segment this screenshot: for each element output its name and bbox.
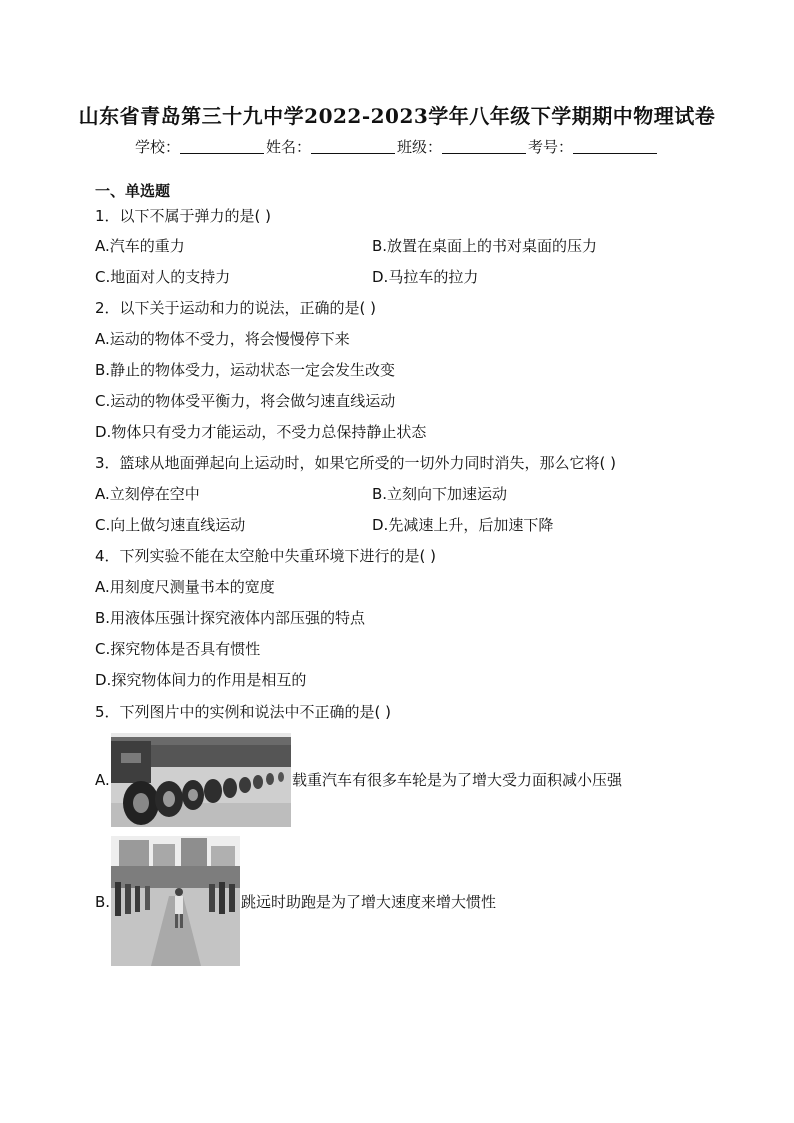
question-3-option-c: C.向上做匀速直线运动: [95, 516, 246, 534]
question-5-option-a-letter: A.: [95, 771, 110, 789]
question-4-option-c: C.探究物体是否具有惯性: [95, 640, 261, 658]
question-5-option-b-letter: B.: [95, 893, 111, 911]
school-blank[interactable]: [180, 139, 264, 154]
question-5-option-a-text: 载重汽车有很多车轮是为了增大受力面积减小压强: [292, 771, 623, 789]
section-heading: 一、单选题: [95, 182, 171, 200]
school-label: 学校：: [134, 138, 180, 156]
class-blank[interactable]: [442, 139, 526, 154]
question-3-stem: 3．篮球从地面弹起向上运动时，如果它所受的一切外力同时消失，那么它将( ): [95, 454, 617, 472]
name-blank[interactable]: [311, 139, 395, 154]
question-5-option-b-text: 跳远时助跑是为了增大速度来增大惯性: [241, 893, 497, 911]
question-2-option-c: C.运动的物体受平衡力，将会做匀速直线运动: [95, 392, 396, 410]
long-jump-runway-photo: [111, 836, 240, 966]
name-label: 姓名：: [265, 138, 311, 156]
question-3-option-b: B.立刻向下加速运动: [372, 485, 508, 503]
question-2-option-d: D.物体只有受力才能运动，不受力总保持静止状态: [95, 423, 427, 441]
question-1-option-a: A.汽车的重力: [95, 237, 185, 255]
question-1-option-c: C.地面对人的支持力: [95, 268, 231, 286]
question-3-option-a: A.立刻停在空中: [95, 485, 200, 503]
question-2-stem: 2．以下关于运动和力的说法，正确的是( ): [95, 299, 377, 317]
question-4-stem: 4．下列实验不能在太空舱中失重环境下进行的是( ): [95, 547, 437, 565]
question-1-stem: 1．以下不属于弹力的是( ): [95, 207, 272, 225]
question-3-option-d: D.先减速上升，后加速下降: [372, 516, 554, 534]
class-label: 班级：: [397, 138, 443, 156]
question-1-option-d: D.马拉车的拉力: [372, 268, 479, 286]
number-blank[interactable]: [573, 139, 657, 154]
exam-title: 山东省青岛第三十九中学2022-2023学年八年级下学期期中物理试卷: [78, 104, 716, 128]
truck-wheels-photo: [111, 733, 291, 827]
question-1-option-b: B.放置在桌面上的书对桌面的压力: [372, 237, 598, 255]
question-4-option-d: D.探究物体间力的作用是相互的: [95, 671, 307, 689]
student-info-line: [0, 136, 794, 157]
number-label: 考号：: [528, 138, 574, 156]
question-2-option-b: B.静止的物体受力，运动状态一定会发生改变: [95, 361, 396, 379]
question-4-option-a: A.用刻度尺测量书本的宽度: [95, 578, 275, 596]
question-2-option-a: A.运动的物体不受力，将会慢慢停下来: [95, 330, 350, 348]
question-5-stem: 5．下列图片中的实例和说法中不正确的是( ): [95, 703, 392, 721]
question-4-option-b: B.用液体压强计探究液体内部压强的特点: [95, 609, 366, 627]
